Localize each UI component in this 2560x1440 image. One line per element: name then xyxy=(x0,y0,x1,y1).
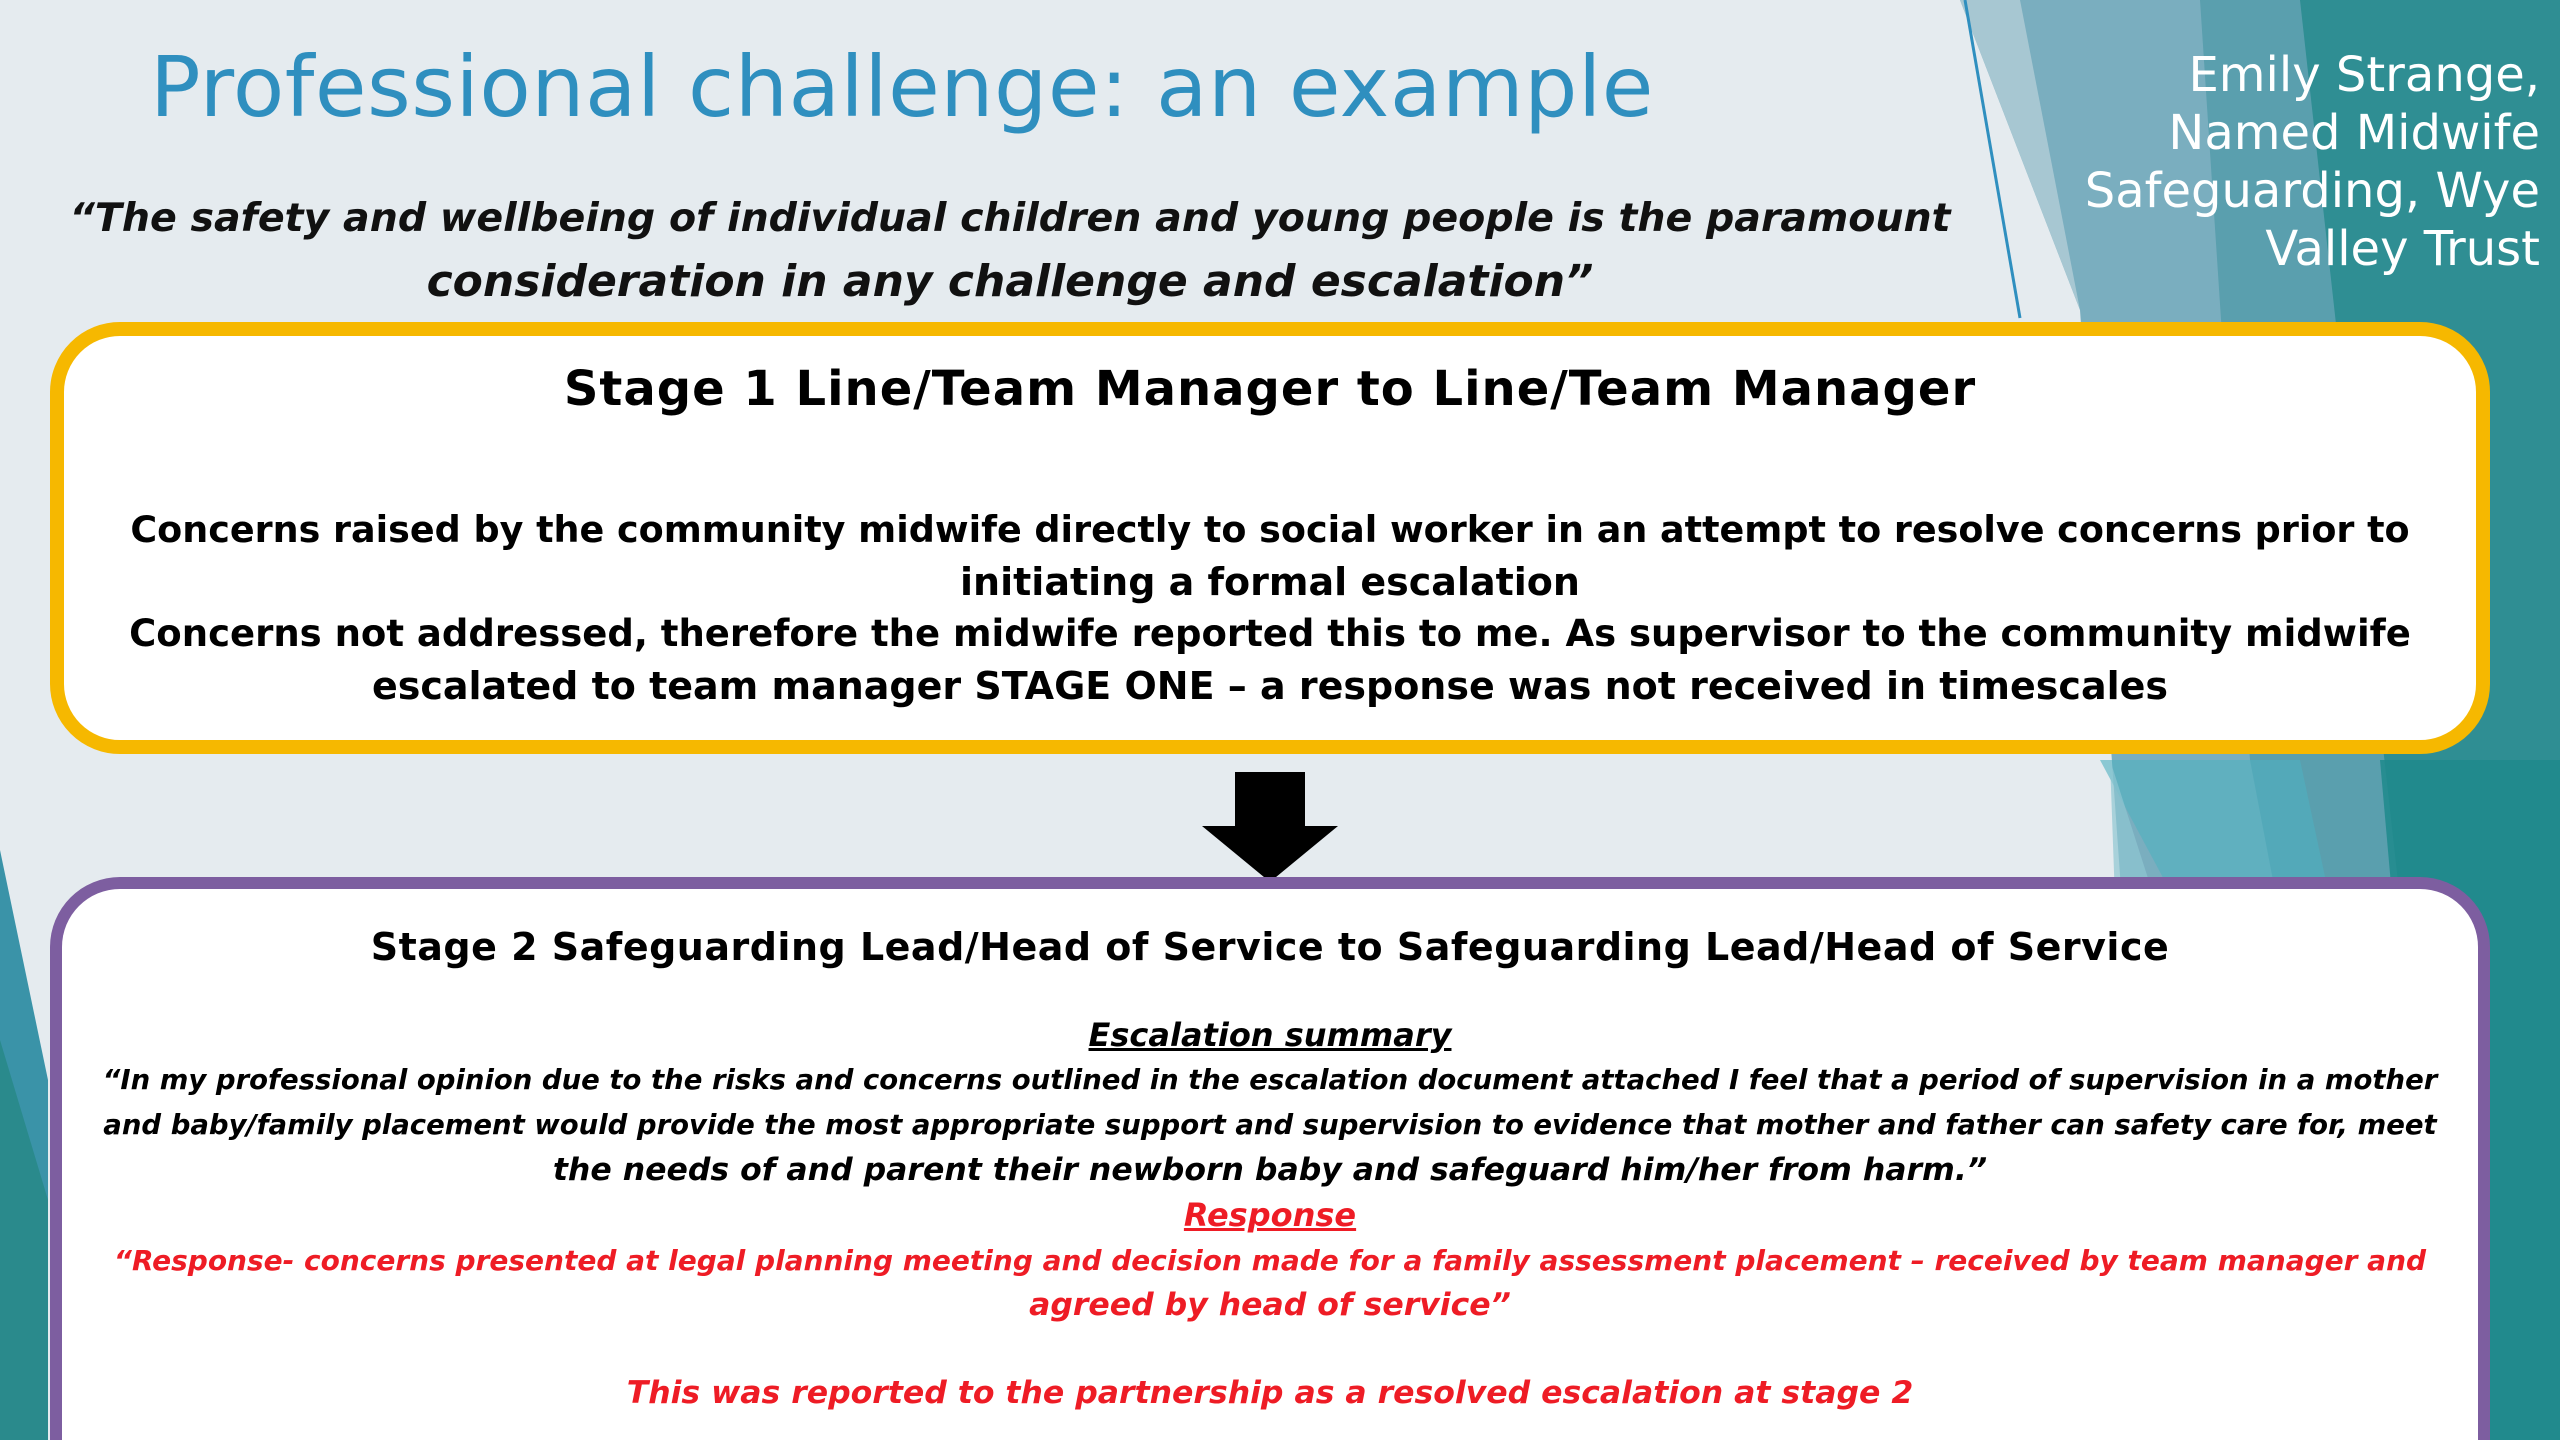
stage1-line: initiating a formal escalation xyxy=(960,560,1580,604)
author-block xyxy=(2060,46,2540,278)
stage1-text xyxy=(124,504,2416,712)
author-line: Emily Strange, xyxy=(2188,47,2540,103)
response-heading: Response xyxy=(1183,1196,1357,1234)
stage1-line: Concerns not addressed, therefore the midwife reported this to me. As supervisor to the community midwife xyxy=(129,612,2411,655)
resolution-note: This was reported to the partnership as a resolved escalation at stage 2 xyxy=(626,1375,1914,1411)
author-line: Named Midwife xyxy=(2168,105,2540,161)
response-text xyxy=(102,1238,2438,1328)
stage1-line: escalated to team manager STAGE ONE – a response was not received in timescales xyxy=(371,664,2169,708)
stage2-heading: Stage 2 Safeguarding Lead/Head of Service to Safeguarding Lead/Head of Service xyxy=(370,925,2170,969)
quote-line: “The safety and wellbeing of individual children and young people is the paramount xyxy=(69,195,1951,241)
arrow-down-icon xyxy=(1200,772,1340,884)
stage1-heading: Stage 1 Line/Team Manager to Line/Team Manager xyxy=(563,361,1977,417)
escalation-summary-heading: Escalation summary xyxy=(1088,1016,1452,1054)
author-line: Safeguarding, Wye xyxy=(2084,163,2540,219)
escalation-summary-text xyxy=(102,1058,2438,1193)
quote-line: consideration in any challenge and escalation” xyxy=(426,256,1594,307)
stage1-box xyxy=(50,322,2490,754)
summary-line: the needs of and parent their newborn baby and safeguard him/her from harm.” xyxy=(552,1152,1988,1188)
response-line: agreed by head of service” xyxy=(1029,1287,1511,1323)
summary-line: “In my professional opinion due to the risks and concerns outlined in the escalation document attached I feel that a period of supervision in a mother xyxy=(102,1064,2438,1096)
stage1-line: Concerns raised by the community midwife directly to social worker in an attempt to resolve concerns prior to xyxy=(130,508,2410,551)
page-title: Professional challenge: an example xyxy=(150,38,1654,136)
paramount-quote xyxy=(60,186,1960,314)
author-line: Valley Trust xyxy=(2265,221,2540,277)
summary-line: and baby/family placement would provide the most appropriate support and supervision to evidence that mother and father can safety care for, meet xyxy=(103,1109,2437,1141)
response-line: “Response- concerns presented at legal planning meeting and decision made for a family assessment placement – received by team manager and xyxy=(113,1244,2427,1277)
stage2-box xyxy=(50,877,2490,1440)
